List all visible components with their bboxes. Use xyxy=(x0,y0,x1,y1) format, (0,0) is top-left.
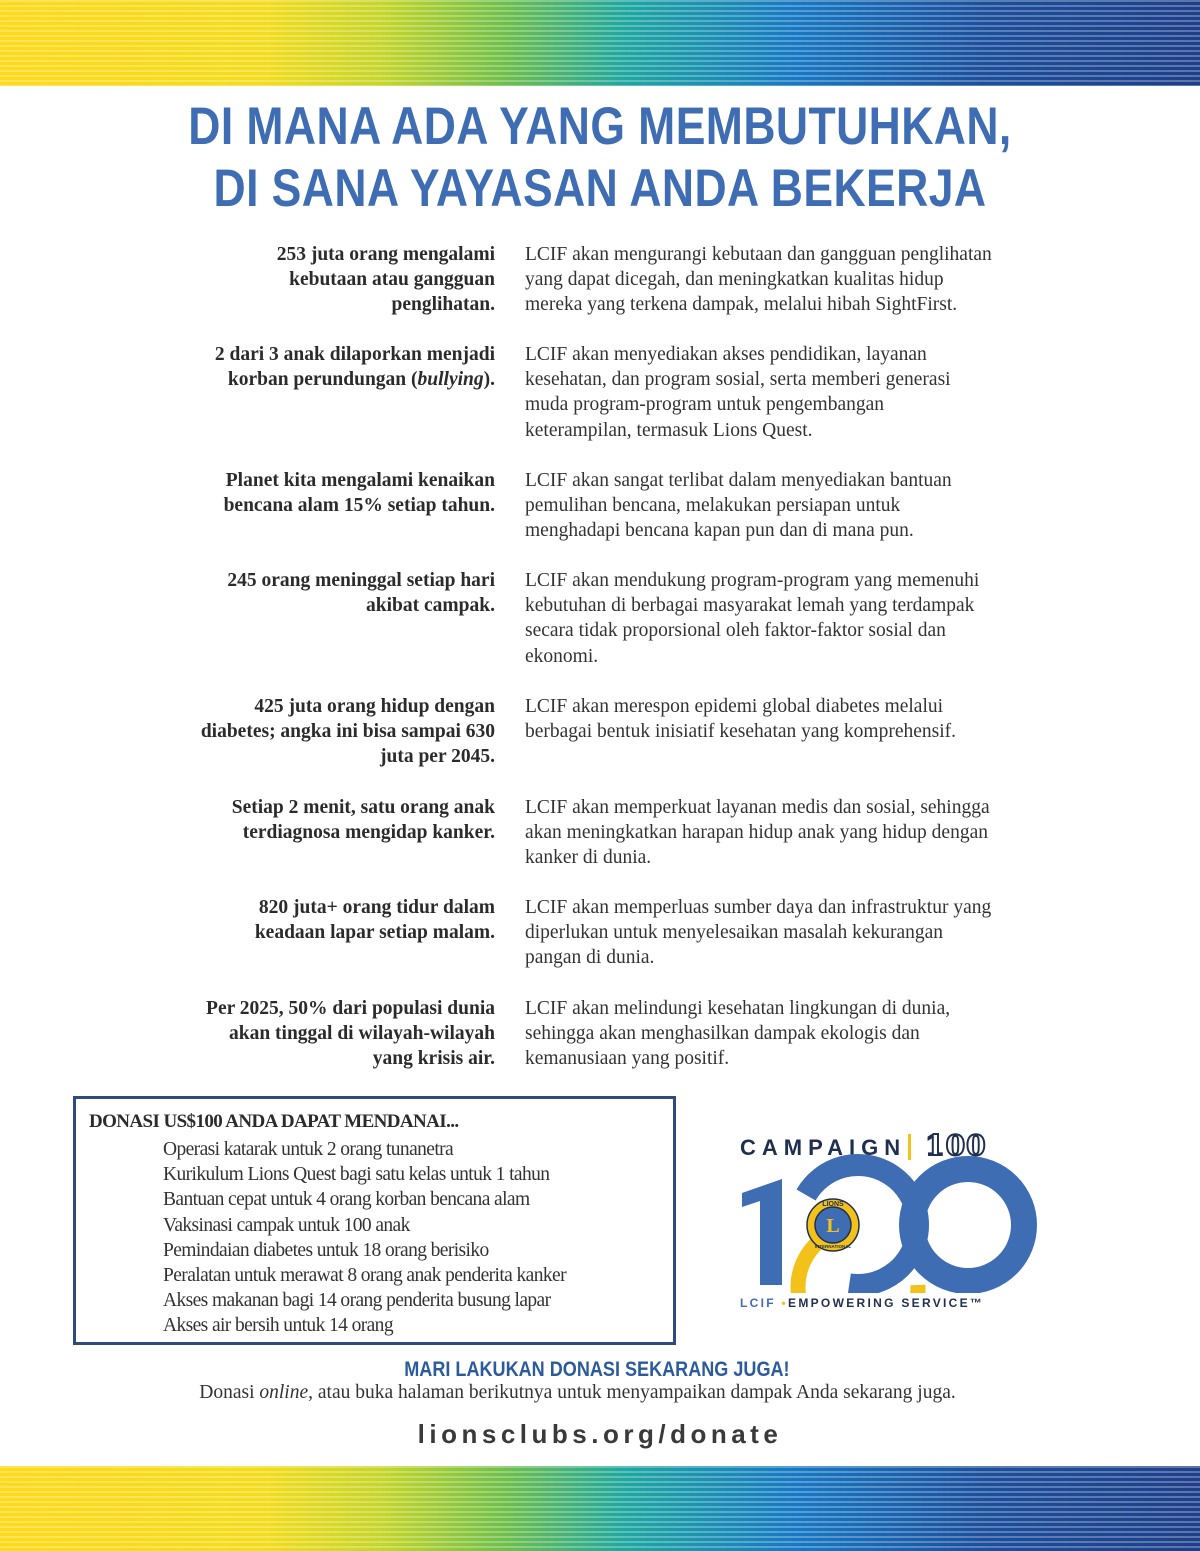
desc-line: muda program-program untuk pengembangan xyxy=(525,394,885,416)
fact-stat xyxy=(165,895,495,945)
desc-line: kanker di dunia. xyxy=(525,847,652,869)
page-title xyxy=(96,96,1104,220)
emblem-bottom-text: INTERNATIONAL xyxy=(814,1244,852,1249)
cta-text: , atau buka halaman berikutnya untuk menyampaikan dampak Anda sekarang juga. xyxy=(308,1382,956,1403)
fact-stat xyxy=(165,996,495,1072)
stat-line: penglihatan. xyxy=(391,294,495,316)
stat-line: kebutaan atau gangguan xyxy=(289,269,495,291)
fact-description xyxy=(525,895,1035,971)
logo-100-graphic xyxy=(738,1153,1038,1293)
desc-line: LCIF akan mengurangi kebutaan dan gangguan penglihatan xyxy=(525,244,992,265)
list-item: Pemindaian diabetes untuk 18 orang berisiko xyxy=(163,1239,489,1261)
list-item: Bantuan cepat untuk 4 orang korban bencana alam xyxy=(163,1189,530,1211)
desc-line: LCIF akan mendukung program-program yang memenuhi xyxy=(525,570,980,591)
title-line-1: DI MANA ADA YANG MEMBUTUHKAN, xyxy=(188,97,1012,156)
desc-line: ekonomi. xyxy=(525,645,599,667)
fact-description xyxy=(525,568,1035,669)
desc-line: LCIF akan merespon epidemi global diabetes melalui xyxy=(525,696,944,717)
desc-line: keterampilan, termasuk Lions Quest. xyxy=(525,419,813,441)
stat-line: keadaan lapar setiap malam. xyxy=(254,922,495,944)
stat-line: 2 dari 3 anak dilaporkan menjadi xyxy=(214,344,495,365)
desc-line: LCIF akan menyediakan akses pendidikan, layanan xyxy=(525,344,927,365)
desc-line: LCIF akan sangat terlibat dalam menyediakan bantuan xyxy=(525,470,952,491)
tagline-text: EMPOWERING SERVICE™ xyxy=(788,1296,985,1310)
tagline-lcif: LCIF xyxy=(740,1296,776,1310)
stat-italic-term: bullying xyxy=(417,369,484,391)
donation-impact-box xyxy=(73,1096,676,1345)
logo-campaign-text: CAMPAIGN xyxy=(740,1135,907,1160)
emblem-letter: L xyxy=(826,1215,840,1237)
stat-line xyxy=(165,367,495,392)
title-line-2: DI SANA YAYASAN ANDA BEKERJA xyxy=(213,159,987,218)
fact-stat xyxy=(165,568,495,618)
list-item: Akses makanan bagi 14 orang penderita busung lapar xyxy=(163,1290,551,1312)
tagline-dot: • xyxy=(781,1296,789,1310)
stat-line: 820 juta+ orang tidur dalam xyxy=(258,897,495,918)
stat-line: Setiap 2 menit, satu orang anak xyxy=(231,797,495,818)
desc-line: pangan di dunia. xyxy=(525,947,655,969)
desc-line: pemulihan bencana, melakukan persiapan untuk xyxy=(525,495,901,517)
fact-stat xyxy=(165,694,495,770)
desc-line: mereka yang terkena dampak, melalui hibah SightFirst. xyxy=(525,294,958,316)
fact-stat xyxy=(165,342,495,392)
donate-url-link[interactable]: lionsclubs.org/donate xyxy=(417,1419,783,1449)
fact-stat xyxy=(165,795,495,845)
stat-line: akibat campak. xyxy=(366,595,495,617)
fact-description xyxy=(525,795,1035,871)
campaign-100-logo xyxy=(712,1103,1068,1328)
logo-hundred-text: 100 xyxy=(925,1129,987,1162)
fact-description xyxy=(525,468,1035,544)
fact-stat xyxy=(165,242,495,318)
stat-line: terdiagnosa mengidap kanker. xyxy=(242,822,495,844)
stat-line: Per 2025, 50% dari populasi dunia xyxy=(206,998,495,1019)
cta-text: Donasi xyxy=(199,1382,260,1403)
list-item: Peralatan untuk merawat 8 orang anak penderita kanker xyxy=(163,1265,566,1287)
stat-line: juta per 2045. xyxy=(379,746,495,768)
desc-line: LCIF akan memperluas sumber daya dan infrastruktur yang xyxy=(525,897,992,918)
donation-impact-list xyxy=(163,1137,566,1339)
cta-subtext xyxy=(0,1382,1155,1404)
desc-line: berbagai bentuk inisiatif kesehatan yang komprehensif. xyxy=(525,721,957,743)
list-item: Akses air bersih untuk 14 orang xyxy=(163,1315,393,1337)
stat-line: akan tinggal di wilayah-wilayah xyxy=(228,1023,495,1045)
top-gradient-band xyxy=(0,0,1200,86)
stat-line: Planet kita mengalami kenaikan xyxy=(225,470,495,491)
fact-description xyxy=(525,242,1035,318)
donation-box-title: DONASI US$100 ANDA DAPAT MENDANAI... xyxy=(89,1111,459,1132)
stat-line: 425 juta orang hidup dengan xyxy=(254,696,495,717)
lions-emblem-icon xyxy=(807,1199,859,1251)
desc-line: sehingga akan menghasilkan dampak ekologis dan xyxy=(525,1023,920,1045)
cta-heading: MARI LAKUKAN DONASI SEKARANG JUGA! xyxy=(404,1358,790,1381)
desc-line: LCIF akan melindungi kesehatan lingkungan di dunia, xyxy=(525,998,951,1019)
stat-line: 253 juta orang mengalami xyxy=(276,244,495,265)
stat-line: diabetes; angka ini bisa sampai 630 xyxy=(200,721,495,743)
desc-line: diperlukan untuk menyelesaikan masalah kekurangan xyxy=(525,922,944,944)
desc-line: kebutuhan di berbagai masyarakat lemah yang terdampak xyxy=(525,595,975,617)
logo-tagline xyxy=(740,1296,984,1310)
desc-line: LCIF akan memperkuat layanan medis dan sosial, sehingga xyxy=(525,797,990,818)
fact-description xyxy=(525,694,1035,744)
stat-text: ). xyxy=(483,369,495,391)
desc-line: secara tidak proporsional oleh faktor-faktor sosial dan xyxy=(525,620,946,642)
stat-line: bencana alam 15% setiap tahun. xyxy=(223,495,495,517)
desc-line: kemanusiaan yang positif. xyxy=(525,1048,730,1070)
desc-line: kesehatan, dan program sosial, serta memberi generasi xyxy=(525,369,951,391)
desc-line: yang dapat dicegah, dan meningkatkan kualitas hidup xyxy=(525,269,944,291)
fact-stat xyxy=(165,468,495,518)
list-item: Operasi katarak untuk 2 orang tunanetra xyxy=(163,1139,454,1160)
fact-description xyxy=(525,996,1035,1072)
cta-italic-term: online xyxy=(259,1382,309,1403)
stat-text: korban perundungan ( xyxy=(227,369,418,391)
emblem-top-text: LIONS xyxy=(822,1201,844,1208)
list-item: Vaksinasi campak untuk 100 anak xyxy=(163,1214,410,1236)
stat-line: yang krisis air. xyxy=(372,1048,495,1070)
list-item: Kurikulum Lions Quest bagi satu kelas untuk 1 tahun xyxy=(163,1164,550,1186)
fact-description xyxy=(525,342,1035,443)
bottom-gradient-band xyxy=(0,1466,1200,1551)
desc-line: menghadapi bencana kapan pun dan di mana pun. xyxy=(525,520,914,542)
stat-line: 245 orang meninggal setiap hari xyxy=(227,570,495,591)
desc-line: akan meningkatkan harapan hidup anak yang hidup dengan xyxy=(525,822,988,844)
logo-digit-one xyxy=(742,1179,782,1285)
